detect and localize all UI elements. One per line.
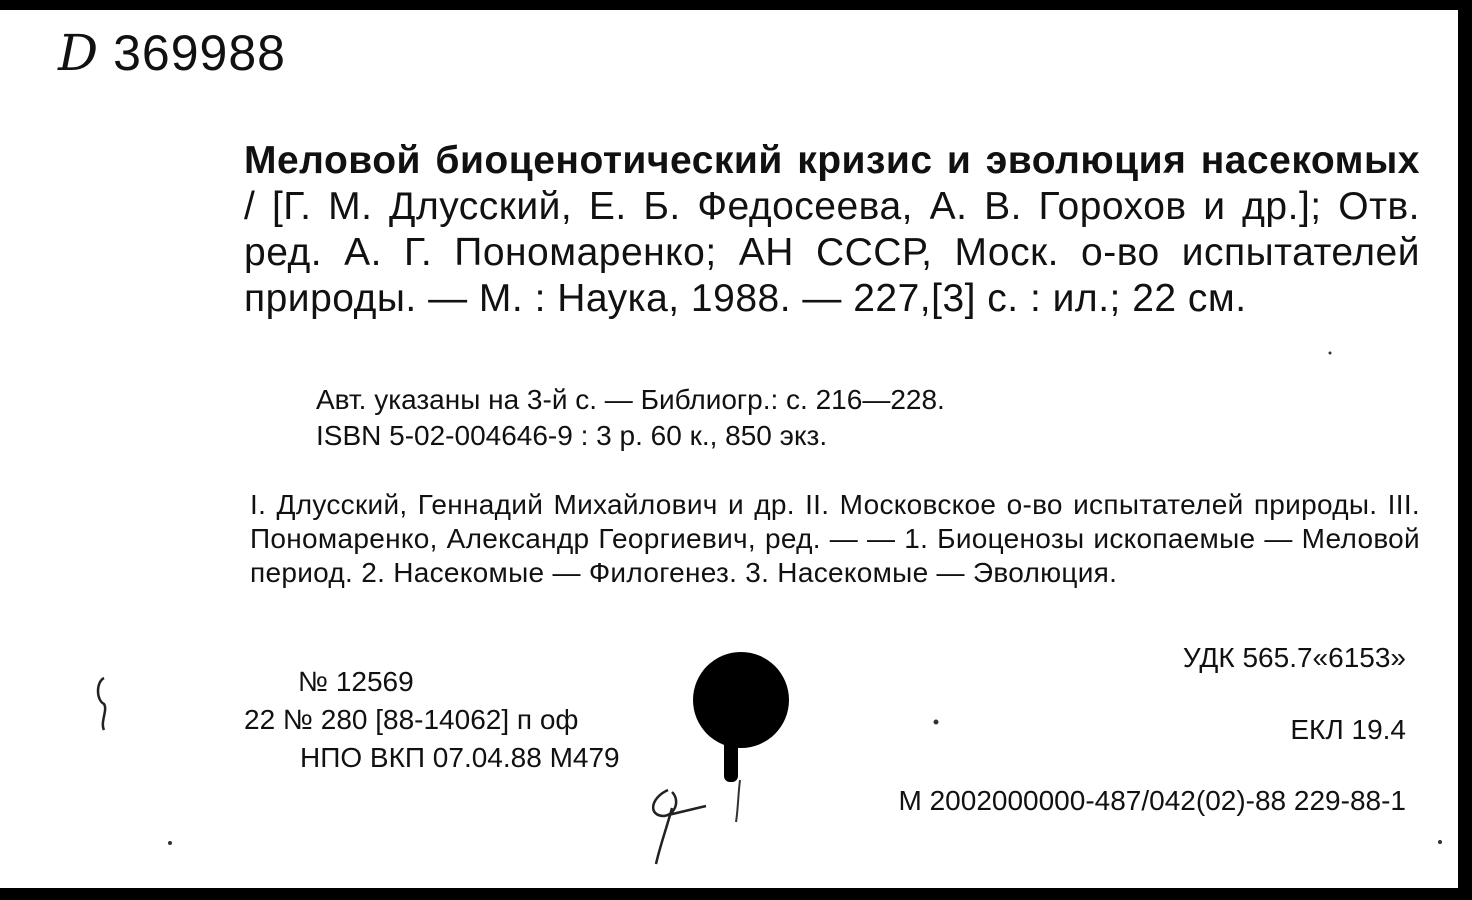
pencil-signature xyxy=(653,790,706,864)
printer-line: НПО ВКП 07.04.88 М479 xyxy=(300,742,620,773)
order-line: 22 № 280 [88-14062] п оф xyxy=(244,704,579,735)
speck-dot xyxy=(168,841,172,845)
speck-dot xyxy=(934,720,939,725)
book-title: Меловой биоценотический кризис и эволюция насекомых xyxy=(244,139,1420,182)
card-number: № 12569 xyxy=(298,666,414,697)
statement-of-responsibility: / [Г. М. Длусский, Е. Б. Федосеева, А. В. Горохов и др.]; Отв. ред. А. Г. Пономаренко; АН СССР, Моск. о-во испытателей природы. — М. : Наука, 1988. — 227,[3] с. : ил.; 22 см. xyxy=(244,185,1420,320)
note-authors-bibliography: Авт. указаны на 3-й с. — Библиогр.: с. 216—228. xyxy=(316,384,945,415)
call-number-value: 369988 xyxy=(113,25,286,81)
call-number-letter: D xyxy=(58,24,100,82)
pencil-stroke-right xyxy=(736,780,740,822)
tracings: I. Длусский, Геннадий Михайлович и др. II. Московское о-во испытателей природы. III. Пономаренко, Александр Георгиевич, ред. — — 1. Биоценозы ископаемые — Меловой период. 2. Насекомые — Филогенез. 3. Насекомые — Эволюция. xyxy=(250,489,1420,588)
speck-dot xyxy=(1329,352,1332,355)
pencil-mark-left xyxy=(98,678,105,730)
ekl-code: ЕКЛ 19.4 xyxy=(1290,714,1406,745)
speck-dot xyxy=(1438,840,1442,844)
publication-code: М 2002000000-487/042(02)-88 229-88-1 xyxy=(898,785,1406,816)
handwritten-marks xyxy=(0,10,1458,888)
note-isbn-price: ISBN 5-02-004646-9 : 3 р. 60 к., 850 экз. xyxy=(316,420,828,451)
udk-code: УДК 565.7«6153» xyxy=(1182,642,1406,673)
